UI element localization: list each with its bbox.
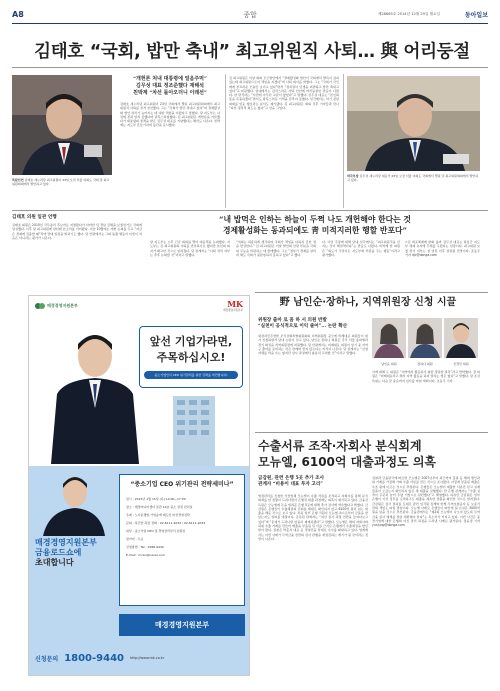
story1-body-col2: 김 최고위원은 이날 회의 모두발언에서 “경제활성화 법안이 국회에서 발목이 잡혀 있는데 최고위원으로서 책임을 지겠다”며 사퇴 의사를 밝혔다. 그는 “국회가 국민에게 부끄러운 모습만 보이고 있다”면서 “정치권이 민생을 외면하고 밥만 축내고 있다”고 비판했다. 당내에서는 갑작스러운 사퇴 선언에 어리둥절한 반응이 나왔다. 한 당직자는 “사전에 아무런 교감이 없었다”고 말했다. 김무성 대표는 “본인의 뜻을 존중하겠다”면서도 당혹스러운 기색을 감추지 못했다. 일각에서는 차기 전당대회를 앞둔 행보라는 분석도 제기됐다. 김 최고위원은 회의 직후 기자들과 만나 “다른 정치적 의도는 없다”고 선을 그었다.: [229, 76, 339, 111]
story1-deck: “개헌론 처내 대통령에 얼음주먹” 김무성 대표 정조준했다 재해석 친박계 “차선 돌아오더니 이래선”: [133, 76, 207, 96]
story2-body-2: 이에 대해 두 의원은 “지역에서 활동하기 위한 정당한 절차”라고 반박했다. 장 의원은 “비례대표라고 해서 지역 활동을 하지 말라는 법은 없다”고 말했다. 당 조강특위는 다음 달 중순까지 심사를 마칠 계획이다. 조동주 기자: [372, 370, 480, 383]
photo2-caption: 떡국부탕 김무성 새누리당 대표가 23일 오전 서울 여의도 국회에서 열린 당 최고위원회의에서 발언하고 있다.: [347, 174, 479, 182]
ad-logo-icon: [35, 302, 45, 310]
section-name: 종합: [243, 11, 257, 19]
divider: [255, 432, 488, 433]
ad-model-photo: [51, 324, 139, 464]
ad-event-box: “중소기업 CEO 위기관리 전략세미나” 일시 : 2015년 1월 15일 (목) 14:00~17:00 장소 : 매경미디어센터 본관 12층 중소 상권 관리실 주제 : 노사분쟁법·가업승계·제도인 비상경영전략 문의 : 하건한 과장 전화 : 02-6111-2034 / 02-6111-2034 대상 : 중소기업 CEO 및 경영관리부서 임원진 참가비 : 무료 신청방법 : Tel : 1588-9440 E-mail : mcsu@naver.com: [119, 474, 245, 606]
photo1-caption: 폭탄선언 김태호 새누리당 최고위원이 23일 오전 서울 여의도 국회 당 최고위원회의에서 발언하고 있다.: [12, 178, 110, 186]
ad-event-details: 일시 : 2015년 1월 15일 (목) 14:00~17:00 장소 : 매경미디어센터 본관 12층 중소 상권 관리실 주제 : 노사분쟁법·가업승계·제도인 비상경영전략 문의 : 하건한 과장 전화 : 02-6111-2034 / 02-6111-2034 대상 : 중소기업 CEO 및 경영관리부서 임원진 참가비 : 무료 신청방법 : Tel : 1588-9440 E-mail : mcsu@naver.com: [126, 497, 206, 557]
page-header: [12, 6, 488, 24]
portrait-2: 장하나 의원: [408, 318, 442, 368]
portrait-3: 신경민 의원: [444, 318, 478, 368]
story1-body-col4: “저희는 죄송하게 생각하며 국회가 책임을 다하지 못한 점을 반성한다.” 김 최고위원은 이날 발언의 상당 부분을 국회의 무능을 비판하는 데 할애했다. 그는 “정부가 경제를 살리려 해도 국회가 뒷받침하지 못하고 있다”고 했다.: [236, 240, 316, 257]
story1-body-col5: 다. 이런 주장에 대해 당내 일각에서는 “최고위원직을 던지는 것이 해결책이냐”는 반응도 나왔다. 비박계 한 의원은 “의도가 무엇이든 지도부에 부담을 주는 행동”이라고 평가했다.: [322, 240, 400, 257]
story3-body-col2: 검찰과 금융당국에 따르면 모뉴엘은 2007년부터 최근까지 홍콩 등 해외 법인과의 거래를 가장해 가짜 수출 서류를 만든 것으로 조사됐다. 이렇게 부풀린 매출은 수조 원에 이르는 것으로 추정된다. 은행들은 모뉴엘이 제출한 서류만 믿고 실제 물품이 오갔는지 확인하지 않은 채 대출을 실행했다. 한 은행 관계자는 “수출 실적이 꾸준히 늘어 우량 기업으로 판단했다”고 해명했다. 하지만 금감원은 일부 은행이 이상 징후를 포착하고도 대출을 계속한 정황을 확인한 것으로 알려졌다. 금감원은 검사 결과를 토대로 관련 임직원 징계와 함께 무역보험공사 등 보증기관의 책임도 따질 방침이다. 모뉴엘 사태로 은행들이 떠안게 될 손실은 3000억 원을 넘을 것으로 추산된다. 금융권에서는 “제2의 모뉴엘이 나오지 않도록 무역금융 심사 체계를 전면 개편해야 한다”는 목소리가 커지고 있다. 이번 사건은 중견기업에 대한 은행의 여신 관리 허점을 드러낸 사례로 평가된다. 장윤정 기자 yunjung@donga.com: [372, 476, 480, 528]
advertisement[interactable]: [28, 295, 250, 676]
ad-contact[interactable]: 신청문의 1800-9440 http://www.mk.co.kr: [35, 652, 165, 664]
ad-lower-heading: 매경경영지원본부 금융로드쇼에 초대합니다: [35, 538, 97, 567]
col-rule: [343, 74, 344, 208]
story2-deck: 위원장 출마 로 꼼 하 서 의원 반발 “실천이 공식적으로 이익 줄어”... 논란 확산: [258, 318, 348, 329]
divider: [12, 67, 488, 68]
main-headline: 김태호 “국회, 밥만 축내” 최고위원직 사퇴… 與 어리둥절: [34, 42, 470, 62]
pull-quote: “내 밥먹은 인하는 하늘이 두쩍 나도 개헌해야 한다는 것 경제활성화는 동과되에도 靑 미적지러한 행할 반포다”: [219, 215, 411, 235]
divider: [12, 210, 488, 211]
story1-body-col6: =김 대표체제에 변화 올까 김무성 대표는 당분간 지도부 체제 유지에 무게를 두겠다는 입장이다. 최고위원 보궐 선거 여부는 설 연휴 이후 결정될 전망이다. 조동주 기자 djc@donga.com: [405, 240, 480, 257]
page-number: A8: [12, 10, 24, 19]
story3-deck: 금감원, 관련 은행 5곳 추가 조사 관계자 “비용이 대표 투자 고리”: [258, 476, 325, 487]
photo-kim-moosung: [347, 76, 480, 171]
issue-date: 제28665호 2014년 12월 29일 월요일: [377, 12, 440, 16]
story1-body-col3: 당 지도부는 오후 긴급 회의를 열어 대응책을 논의했다. 지도부는 김 최고위원의 사퇴를 만류하기로 했지만 본인의 의지가 확고한 것으로 알려졌다. 당 관계자는 “사퇴 처리 여부는 추후 논의할 것”이라고 말했다.: [150, 240, 230, 257]
ad-logo-left: 매경경영지원본부: [35, 302, 78, 310]
col-rule: [225, 74, 226, 208]
ad-building-image: [159, 396, 229, 466]
ad-speech-bubble: 앞선 기업가라면, 주목하십시오! 중소기업인이 CEO 위기관리를 위한 강좌를 마련합니다!: [139, 326, 243, 388]
headline-2: 野 남인순·장하나, 지역위원장 신청 시끌: [279, 297, 457, 308]
headline-3: 수출서류 조작·자회사 분식회계 모뉴엘, 6100억 대출과정도 의혹: [258, 439, 437, 469]
ad-logo-right: MK 매경경영지원본부: [222, 299, 243, 312]
ad-pill: 중소기업인이 CEO 위기관리를 위한 강좌를 마련합니다!: [144, 371, 238, 379]
side-box: 김태호 의원 일관 언행 김태호 의원은 2010년 국무총리 후보자로 지명됐다가 낙마한 뒤 경남 김해을 보궐선거로 국회에 입성했다. 이후 당 최고위원에 당선돼 쓴소리를 이어왔다. 지난 10월에는 개헌 논의를 두고 “지금은 경제에 집중할 때”라며 반대 입장을 밝히기도 했다. 당 안팎에서는 그의 돌출 행동이 이번이 처음은 아니라는 평가가 나온다.: [12, 215, 142, 240]
divider: [255, 292, 488, 293]
story2-portraits: [372, 318, 480, 368]
ad-model-photo-2: [39, 474, 105, 536]
story2-body: 새정치민주연합 조직강화특별위원회의 지역위원장 공모에 비례대표 의원들이 대거 신청하면서 당내 논란이 일고 있다. 남인순 장하나 의원은 각각 서울 송파병과 경기 화성을 지역위원장에 지원했다. 당 안팎에서는 비례대표 의원이 임기 중 지역구 출마를 준비하는 것은 관례와 맞지 않는다는 지적이 나온다. 당 관계자는 “신청 자체를 막을 수는 없지만 심사 과정에서 충분히 고려할 것”이라고 말했다.: [258, 334, 368, 356]
portrait-1: 남인순 의원: [372, 318, 406, 368]
story3-body-col1: 법정관리를 신청한 가전업체 모뉴엘이 수출 서류를 조작하고 자회사를 통해 분식회계를 한 정황이 드러나면서 은행권 대출 과정에도 의혹이 제기되고 있다. 금융감독원은 모뉴엘에 돈을 빌려준 은행 5곳에 대해 추가 검사에 착수했다고 밝혔다. 금감원은 은행들이 수출채권의 진위를 제대로 확인하지 않고 6100억 원이 넘는 대출을 해준 것으로 보고 있다. 특히 일부 은행 직원이 모뉴엘 측으로부터 금품을 받았는지도 살펴볼 예정이다. 금감원 관계자는 “여신 심사 과정 전반을 들여다보고 있다”며 “문제가 드러나면 엄중히 제재하겠다”고 말했다. 모뉴엘은 해외 자회사와 허위 수출 거래를 만들어 매출을 부풀린 뒤 이를 근거로 은행에서 수출채권을 할인받아 왔다. 검찰은 박홍석 대표 등 경영진을 상대로 수사를 확대하고 있다. 업계에서는 이번 사태가 무역금융 전반의 심사 관행을 재점검하는 계기가 될 것이라는 전망이 나온다.: [258, 494, 368, 541]
photo-kim-taeho: [12, 75, 112, 175]
story1-body-col1: 김태호 새누리당 최고위원이 23일 국회에서 열린 최고위원회의에서 최고위원직 사퇴를 전격 선언했다. 그는 “국회가 밥만 축내고 있다”며 경제활성화 법안 처리가 늦어지는 데 대한 책임을 지겠다고 말했다. 당 지도부는 사전에 전혀 알지 못했다며 당혹스러워했다. 김 최고위원은 개헌론을 거론했다가 대통령의 질책을 받은 김무성 대표를 겨냥했다는 해석도 나온다. 친박계는 지도부 흔들기라며 불만을 표시했다.: [120, 102, 220, 128]
ad-footer-band[interactable]: 매경경영지원본부: [119, 614, 245, 636]
masthead: 동아일보: [464, 12, 488, 19]
